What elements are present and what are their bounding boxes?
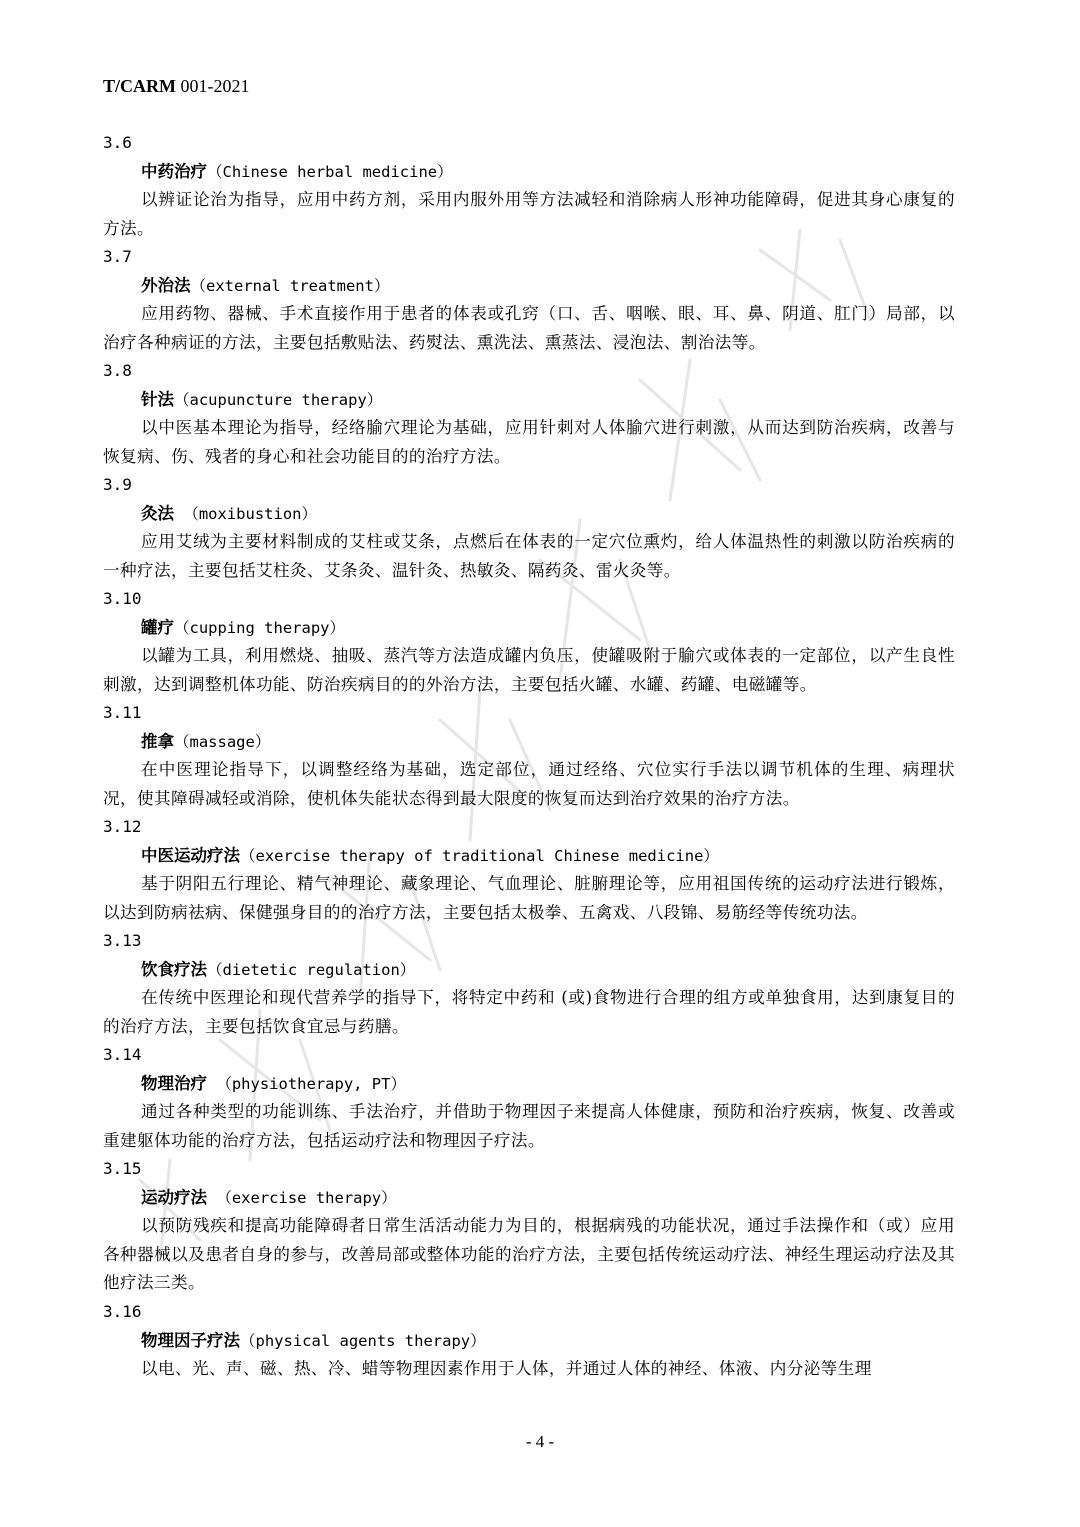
term-heading — [103, 1183, 955, 1212]
term-entry — [103, 357, 955, 471]
clause-number: 3.16 — [103, 1301, 142, 1321]
term-english: （acupuncture therapy） — [174, 391, 383, 409]
document-code — [103, 76, 250, 97]
page-number: - 4 - — [525, 1432, 555, 1451]
clause-number: 3.9 — [103, 475, 132, 494]
term-entry — [103, 243, 955, 357]
term-entry — [103, 813, 955, 927]
term-chinese: 灸法 — [141, 504, 174, 523]
term-definition: 以预防残疾和提高功能障碍者日常生活活动能力为目的，根据病残的功能状况，通过手法操作和（或）应用各种器械以及患者自身的参与，改善局部或整体功能的治疗方法，主要包括传统运动疗法、神经生理运动疗法及其他疗法三类。 — [103, 1216, 955, 1292]
term-chinese: 物理因子疗法 — [141, 1330, 240, 1350]
term-english: （moxibustion） — [174, 505, 317, 523]
term-english: （physical agents therapy） — [240, 1331, 486, 1350]
term-english: （external treatment） — [190, 277, 390, 295]
term-heading — [103, 271, 955, 300]
term-definition: 以辨证论治为指导，应用中药方剂，采用内服外用等方法减轻和消除病人形神功能障碍，促进其身心康复的方法。 — [103, 190, 955, 238]
term-chinese: 罐疗 — [141, 618, 174, 637]
term-chinese: 中医运动疗法 — [141, 846, 240, 865]
term-english: （massage） — [174, 733, 271, 751]
term-definition: 应用药物、器械、手术直接作用于患者的体表或孔窍（口、舌、咽喉、眼、耳、鼻、阴道、肛门）局部，以治疗各种病证的方法，主要包括敷贴法、药熨法、熏洗法、熏蒸法、浸泡法、割治法等。 — [103, 304, 955, 352]
term-heading — [103, 385, 955, 414]
term-heading — [103, 499, 955, 528]
term-english: （cupping therapy） — [174, 619, 345, 637]
term-heading — [103, 955, 955, 984]
term-definition: 通过各种类型的功能训练、手法治疗，并借助于物理因子来提高人体健康，预防和治疗疾病，恢复、改善或重建躯体功能的治疗方法，包括运动疗法和物理因子疗法。 — [103, 1102, 955, 1150]
term-chinese: 中药治疗 — [141, 162, 207, 181]
clause-number: 3.8 — [103, 361, 132, 380]
document-code-number: 001-2021 — [176, 76, 250, 96]
term-definition: 在传统中医理论和现代营养学的指导下，将特定中药和 (或)食物进行合理的组方或单独食用，达到康复目的的治疗方法，主要包括饮食宜忌与药膳。 — [103, 988, 955, 1036]
term-heading — [103, 613, 955, 642]
clause-number: 3.10 — [103, 589, 142, 608]
term-entry — [103, 1041, 955, 1155]
clause-number: 3.13 — [103, 931, 142, 950]
term-heading — [103, 727, 955, 756]
term-chinese: 饮食疗法 — [141, 960, 207, 979]
clause-number: 3.12 — [103, 817, 142, 836]
term-chinese: 针法 — [141, 390, 174, 409]
term-english: （dietetic regulation） — [207, 961, 416, 979]
clause-number: 3.6 — [103, 133, 132, 152]
term-entry — [103, 699, 955, 813]
term-english: （exercise therapy of traditional Chinese medicine） — [240, 847, 719, 865]
term-entry — [103, 927, 955, 1041]
clause-number: 3.15 — [103, 1159, 142, 1178]
term-english: （physiotherapy, PT） — [207, 1075, 406, 1093]
term-heading — [103, 1069, 955, 1098]
clause-number: 3.11 — [103, 703, 142, 722]
term-chinese: 运动疗法 — [141, 1188, 207, 1207]
term-heading — [103, 1326, 955, 1355]
term-entry — [103, 129, 955, 243]
term-chinese: 外治法 — [141, 276, 191, 295]
term-heading — [103, 841, 955, 870]
term-definition: 在中医理论指导下，以调整经络为基础，选定部位，通过经络、穴位实行手法以调节机体的生理、病理状况，使其障碍减轻或消除，使机体失能状态得到最大限度的恢复而达到治疗效果的治疗方法。 — [103, 760, 955, 808]
term-list — [103, 129, 955, 1383]
document-code-prefix: T/CARM — [103, 76, 176, 96]
term-entry — [103, 1298, 955, 1384]
term-definition: 以罐为工具，利用燃烧、抽吸、蒸汽等方法造成罐内负压，使罐吸附于腧穴或体表的一定部位，以产生良性刺激，达到调整机体功能、防治疾病目的的外治方法，主要包括火罐、水罐、药罐、电磁罐等。 — [103, 646, 955, 694]
term-definition: 以中医基本理论为指导，经络腧穴理论为基础，应用针刺对人体腧穴进行刺激，从而达到防治疾病，改善与恢复病、伤、残者的身心和社会功能目的的治疗方法。 — [103, 418, 955, 466]
term-definition: 基于阴阳五行理论、精气神理论、藏象理论、气血理论、脏腑理论等，应用祖国传统的运动疗法进行锻炼，以达到防病祛病、保健强身目的的治疗方法，主要包括太极拳、五禽戏、八段锦、易筋经等传统功法。 — [103, 874, 955, 922]
term-english: （exercise therapy） — [207, 1189, 397, 1207]
term-english: （Chinese herbal medicine） — [207, 163, 453, 181]
term-entry — [103, 585, 955, 699]
term-chinese: 推拿 — [141, 732, 174, 751]
term-chinese: 物理治疗 — [141, 1074, 207, 1093]
clause-number: 3.14 — [103, 1045, 142, 1064]
term-entry — [103, 1155, 955, 1298]
clause-number: 3.7 — [103, 247, 132, 266]
term-definition: 应用艾绒为主要材料制成的艾柱或艾条，点燃后在体表的一定穴位熏灼，给人体温热性的刺激以防治疾病的一种疗法，主要包括艾柱灸、艾条灸、温针灸、热敏灸、隔药灸、雷火灸等。 — [103, 532, 955, 580]
term-entry — [103, 471, 955, 585]
term-definition: 以电、光、声、磁、热、冷、蜡等物理因素作用于人体，并通过人体的神经、体液、内分泌等生理 — [141, 1358, 872, 1378]
term-heading — [103, 157, 955, 186]
